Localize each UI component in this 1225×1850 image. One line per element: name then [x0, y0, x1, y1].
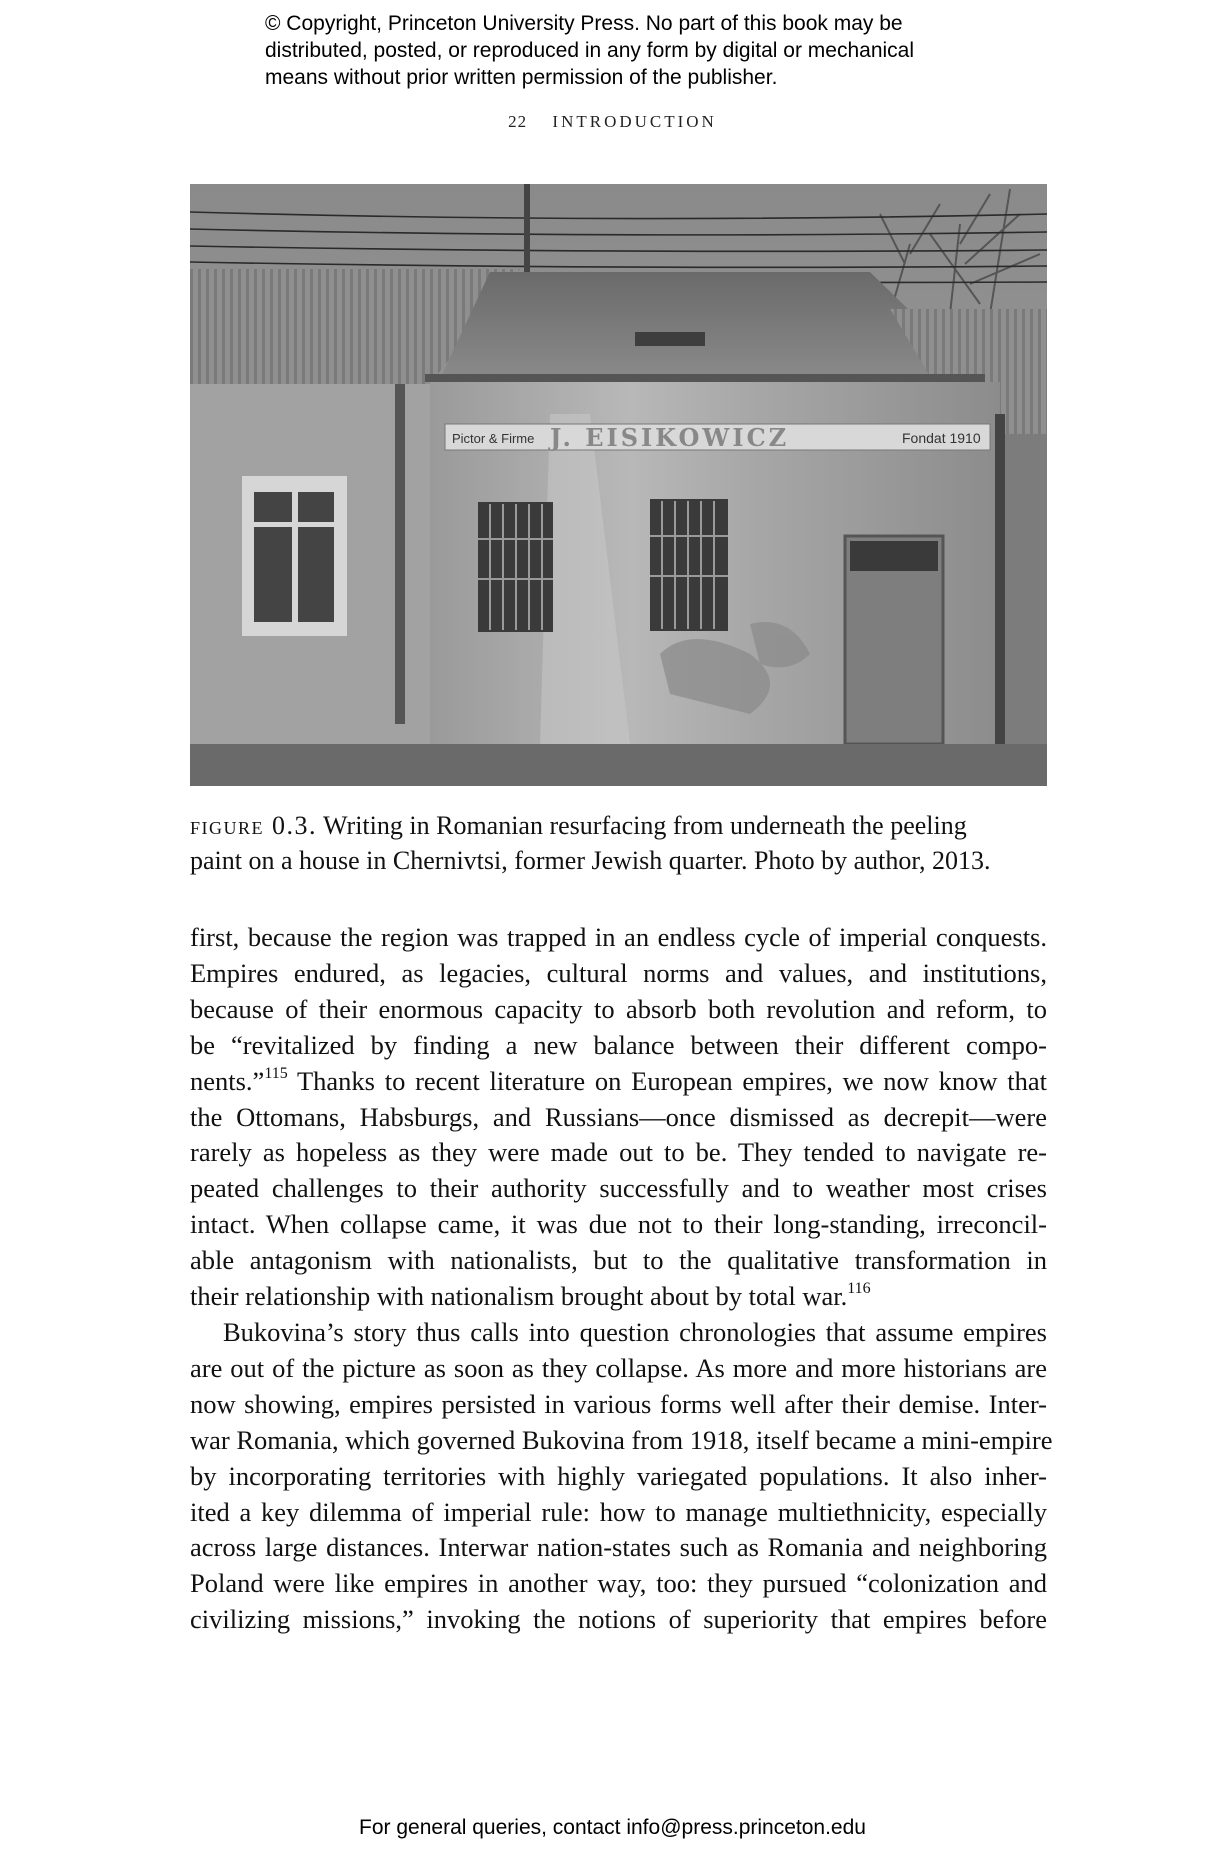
- house-photo: [190, 184, 1047, 786]
- text-line: war Romania, which governed Bukovina from 1918, itself became a mini-empire: [190, 1424, 1053, 1455]
- text-line: the Ottomans, Habsburgs, and Russians—once dismissed as decrepit—were: [190, 1101, 1047, 1132]
- text-line: are out of the picture as soon as they collapse. As more and more historians are: [190, 1352, 1047, 1383]
- text-line: because of their enormous capacity to absorb both revolution and reform, to: [190, 993, 1047, 1024]
- section-title: INTRODUCTION: [552, 112, 717, 131]
- middle-window: [478, 502, 553, 632]
- copyright-line: © Copyright, Princeton University Press. No part of this book may be: [265, 12, 903, 35]
- sign-right-text: Fondat 1910: [902, 430, 981, 446]
- footnote-ref: 116: [847, 1280, 871, 1298]
- copyright-notice: [265, 10, 985, 91]
- text-line: first, because the region was trapped in an endless cycle of imperial conquests.: [190, 922, 1047, 952]
- running-head: [0, 112, 1225, 132]
- text-line: ited a key dilemma of imperial rule: how to manage multiethnicity, especially: [190, 1496, 1047, 1527]
- text-line: be “revitalized by finding a new balance between their different compo-: [190, 1029, 1047, 1060]
- caption-line: figure 0.3. Writing in Romanian resurfacing from underneath the peeling: [190, 811, 967, 840]
- text-line: Poland were like empires in another way, too: they pursued “colonization and: [190, 1568, 1047, 1599]
- text-line: nents.”$^{115}$ Thanks to recent literature on European empires, we now know that: [190, 1064, 1047, 1096]
- text-line: intact. When collapse came, it was due not to their long-standing, irreconcil-: [190, 1209, 1047, 1240]
- text-line: now showing, empires persisted in various forms well after their demise. Inter-: [190, 1388, 1047, 1419]
- page-number: 22: [508, 112, 528, 131]
- door: [845, 536, 943, 744]
- text-line: peated challenges to their authority successfully and to weather most crises: [190, 1173, 1047, 1204]
- text-line: by incorporating territories with highly variegated populations. It also inher-: [190, 1460, 1047, 1491]
- text-line: Bukovina’s story thus calls into question chronologies that assume empires: [223, 1316, 1047, 1347]
- sign-main-text: J. EISIKOWICZ: [550, 423, 790, 452]
- figure-caption: [190, 808, 1060, 878]
- left-window: [242, 476, 347, 636]
- text-line: Empires endured, as legacies, cultural norms and values, and institutions,: [190, 957, 1047, 988]
- copyright-line: means without prior written permission of the publisher.: [265, 66, 778, 89]
- figure-label: figure 0.3.: [190, 811, 318, 840]
- text-line: their relationship with nationalism brought about by total war.$^{116}$: [190, 1280, 871, 1312]
- footnote-ref: 115: [264, 1064, 288, 1082]
- text-line: able antagonism with nationalists, but to the qualitative transformation in: [190, 1245, 1047, 1276]
- copyright-line: distributed, posted, or reproduced in any form by digital or mechanical: [265, 39, 915, 62]
- sign-left-text: Pictor & Firme: [452, 431, 535, 446]
- body-text: [190, 920, 1053, 1638]
- footer-contact: For general queries, contact info@press.princeton.edu: [359, 1816, 866, 1839]
- right-window: [650, 499, 728, 631]
- caption-line: paint on a house in Chernivtsi, former Jewish quarter. Photo by author, 2013.: [190, 846, 991, 875]
- text-line: across large distances. Interwar nation-states such as Romania and neighboring: [190, 1532, 1047, 1563]
- text-line: civilizing missions,” invoking the notions of superiority that empires before: [190, 1604, 1047, 1635]
- text-line: rarely as hopeless as they were made out to be. They tended to navigate re-: [190, 1137, 1047, 1168]
